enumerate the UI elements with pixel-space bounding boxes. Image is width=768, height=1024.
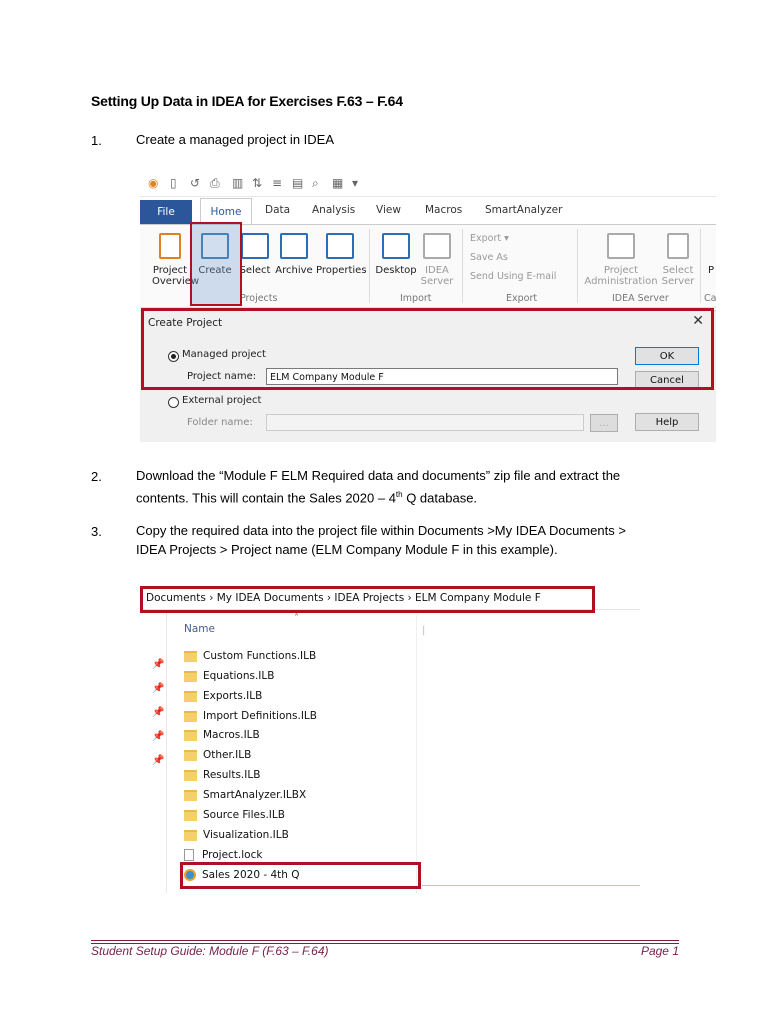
idea-server-import-label-2: Server [420, 276, 454, 287]
archive-button[interactable] [274, 233, 314, 276]
column-divider [416, 615, 417, 893]
folder-name-input[interactable] [266, 414, 584, 431]
folder-icon [184, 671, 197, 682]
sort-up-icon: ˄ [294, 613, 299, 624]
sort-icon: ⇅ [252, 176, 263, 190]
project-overview-label-1: Project [152, 265, 188, 276]
project-overview-icon [159, 233, 181, 259]
browse-button[interactable]: ... [590, 414, 618, 432]
pin-icon: 📌 [152, 707, 165, 718]
select-server-icon [667, 233, 689, 259]
desktop-icon [382, 233, 410, 259]
select-server-label-1: Select [662, 265, 694, 276]
select-server-button[interactable] [660, 233, 696, 287]
list-item[interactable] [184, 647, 316, 665]
folder-name-label: Folder name: [187, 417, 253, 428]
separator [577, 229, 578, 303]
tab-data[interactable]: Data [265, 204, 291, 216]
new-icon: ▯ [170, 176, 177, 190]
print-icon: ⎙ [210, 176, 220, 190]
archive-label: Archive [275, 265, 313, 276]
send-email-button[interactable]: Send Using E-mail [470, 271, 557, 282]
folder-icon [184, 790, 197, 801]
folder-icon [184, 770, 197, 781]
desktop-button[interactable] [374, 233, 418, 276]
tab-home[interactable]: Home [200, 198, 252, 225]
tab-view[interactable]: View [376, 204, 401, 216]
project-administration-icon [607, 233, 635, 259]
folder-icon [184, 750, 197, 761]
name-column-header[interactable]: Name [184, 623, 215, 635]
folder-icon [184, 730, 197, 741]
pin-icon: 📌 [152, 659, 165, 670]
project-overview-button[interactable] [152, 233, 200, 287]
folder-icon [184, 810, 197, 821]
column-resize-handle[interactable]: | [422, 625, 426, 636]
select-label: Select [239, 265, 271, 276]
item-name: Sales 2020 - 4th Q [202, 869, 300, 881]
cancel-button[interactable]: Cancel [635, 371, 699, 389]
page-title: Setting Up Data in IDEA for Exercises F.63 – F.64 [91, 93, 403, 109]
step-3-number: 3. [91, 524, 102, 539]
step-2-line-1: Download the “Module F ELM Required data and documents” zip file and extract the [136, 468, 621, 483]
project-overview-label-2: Overview [152, 276, 200, 287]
create-label: Create [198, 265, 232, 276]
list-item[interactable] [184, 687, 262, 705]
pin-icon: 📌 [152, 755, 165, 766]
external-project-label: External project [182, 395, 262, 406]
pin-icon: 📌 [152, 683, 165, 694]
item-name: SmartAnalyzer.ILBX [203, 789, 307, 801]
table-icon: ▦ [332, 176, 344, 190]
group-projects-label: Projects [240, 293, 278, 304]
managed-project-label: Managed project [182, 349, 266, 360]
step-2-line-2-b: Q database. [402, 490, 478, 506]
item-name: Other.ILB [203, 749, 252, 761]
separator [462, 229, 463, 303]
item-name: Exports.ILB [203, 690, 263, 702]
quick-access-toolbar [140, 172, 716, 197]
separator [369, 229, 370, 303]
item-name: Import Definitions.ILB [203, 710, 317, 722]
step-1-number: 1. [91, 133, 102, 148]
list-item[interactable] [184, 826, 289, 844]
tab-macros[interactable]: Macros [425, 204, 463, 216]
step-2-line-2 [136, 485, 696, 507]
footer-rule [91, 940, 679, 941]
step-3-line-2: IDEA Projects > Project name (ELM Company Module F in this example). [136, 542, 558, 557]
page-number: Page 1 [640, 944, 679, 958]
tab-smartanalyzer[interactable]: SmartAnalyzer [485, 204, 563, 216]
idea-create-project-screenshot [140, 172, 716, 442]
item-name: Project.lock [202, 849, 263, 861]
group-export-label: Export [506, 293, 538, 304]
sales-file-highlight [180, 862, 421, 889]
step-1-text: Create a managed project in IDEA [136, 132, 334, 147]
project-name-label: Project name: [187, 371, 257, 382]
properties-label: Properties [316, 265, 367, 276]
field-icon: ≡ [272, 176, 283, 190]
project-name-input[interactable]: ELM Company Module F [266, 368, 618, 385]
dropdown-icon: ▾ [352, 176, 359, 190]
group-import-label: Import [400, 293, 432, 304]
group-cut-label: Ca [704, 293, 716, 304]
idea-app-icon: ◉ [148, 176, 159, 190]
dialog-title: Create Project [148, 317, 223, 329]
item-name: Macros.ILB [203, 729, 260, 741]
step-2-text [136, 466, 696, 507]
properties-icon [326, 233, 354, 259]
help-button[interactable]: Help [635, 413, 699, 431]
list-item[interactable] [184, 667, 274, 685]
list-item[interactable] [184, 746, 251, 764]
step-2-number: 2. [91, 469, 102, 484]
tab-file[interactable]: File [140, 200, 192, 224]
idea-server-import-label-1: IDEA [425, 265, 449, 276]
item-name: Source Files.ILB [203, 809, 285, 821]
idea-server-import-button[interactable] [420, 233, 454, 287]
item-name: Equations.ILB [203, 670, 275, 682]
idea-server-import-icon [423, 233, 451, 259]
chart-icon: ▥ [232, 176, 244, 190]
undo-icon: ↺ [190, 176, 201, 190]
export-button[interactable]: Export ▾ [470, 233, 509, 244]
project-administration-button[interactable] [584, 233, 658, 287]
breadcrumb[interactable]: Documents › My IDEA Documents › IDEA Projects › ELM Company Module F [146, 592, 541, 604]
item-name: Visualization.ILB [203, 829, 289, 841]
close-icon[interactable]: ✕ [692, 313, 704, 329]
selection-line [422, 885, 640, 886]
step-3-line-1: Copy the required data into the project file within Documents >My IDEA Documents > [136, 523, 626, 538]
project-administration-label-1: Project [603, 265, 639, 276]
folder-icon [184, 711, 197, 722]
search-icon: ⌕ [312, 176, 319, 190]
footer-title: Student Setup Guide: Module F (F.63 – F.64) [91, 944, 329, 958]
cut-off-button[interactable]: P [707, 265, 715, 276]
item-name: Custom Functions.ILB [203, 650, 317, 662]
step-2-line-2-a: contents. This will contain the Sales 2020 – 4 [136, 490, 396, 506]
properties-button[interactable] [316, 233, 367, 276]
list-item[interactable] [184, 806, 285, 824]
list-item[interactable] [184, 786, 306, 804]
select-button[interactable] [238, 233, 272, 276]
grid-icon: ▤ [292, 176, 304, 190]
tab-analysis[interactable]: Analysis [312, 204, 356, 216]
group-idea-server-label: IDEA Server [612, 293, 669, 304]
file-explorer-screenshot [140, 583, 640, 893]
dialog-highlight [141, 308, 714, 390]
folder-icon [184, 651, 197, 662]
step-2-superscript: th [395, 490, 403, 499]
folder-icon [184, 691, 197, 702]
ribbon-tabs [140, 200, 716, 224]
divider [166, 613, 167, 893]
separator [700, 229, 701, 303]
pin-icon: 📌 [152, 731, 165, 742]
file-icon [184, 849, 194, 861]
list-item[interactable] [184, 726, 260, 744]
ok-button[interactable]: OK [635, 347, 699, 365]
list-item[interactable] [184, 766, 260, 784]
step-3-text [136, 521, 696, 559]
project-administration-label-2: Administration [584, 276, 658, 287]
create-button-highlight [190, 222, 242, 306]
select-icon [241, 233, 269, 259]
breadcrumb-highlight [140, 586, 595, 613]
desktop-label: Desktop [375, 265, 417, 276]
list-item[interactable] [184, 707, 317, 725]
external-project-radio[interactable] [168, 397, 179, 408]
item-name: Results.ILB [203, 769, 261, 781]
select-server-label-2: Server [661, 276, 695, 287]
folder-icon [184, 830, 197, 841]
archive-icon [280, 233, 308, 259]
save-as-button[interactable]: Save As [470, 252, 508, 263]
